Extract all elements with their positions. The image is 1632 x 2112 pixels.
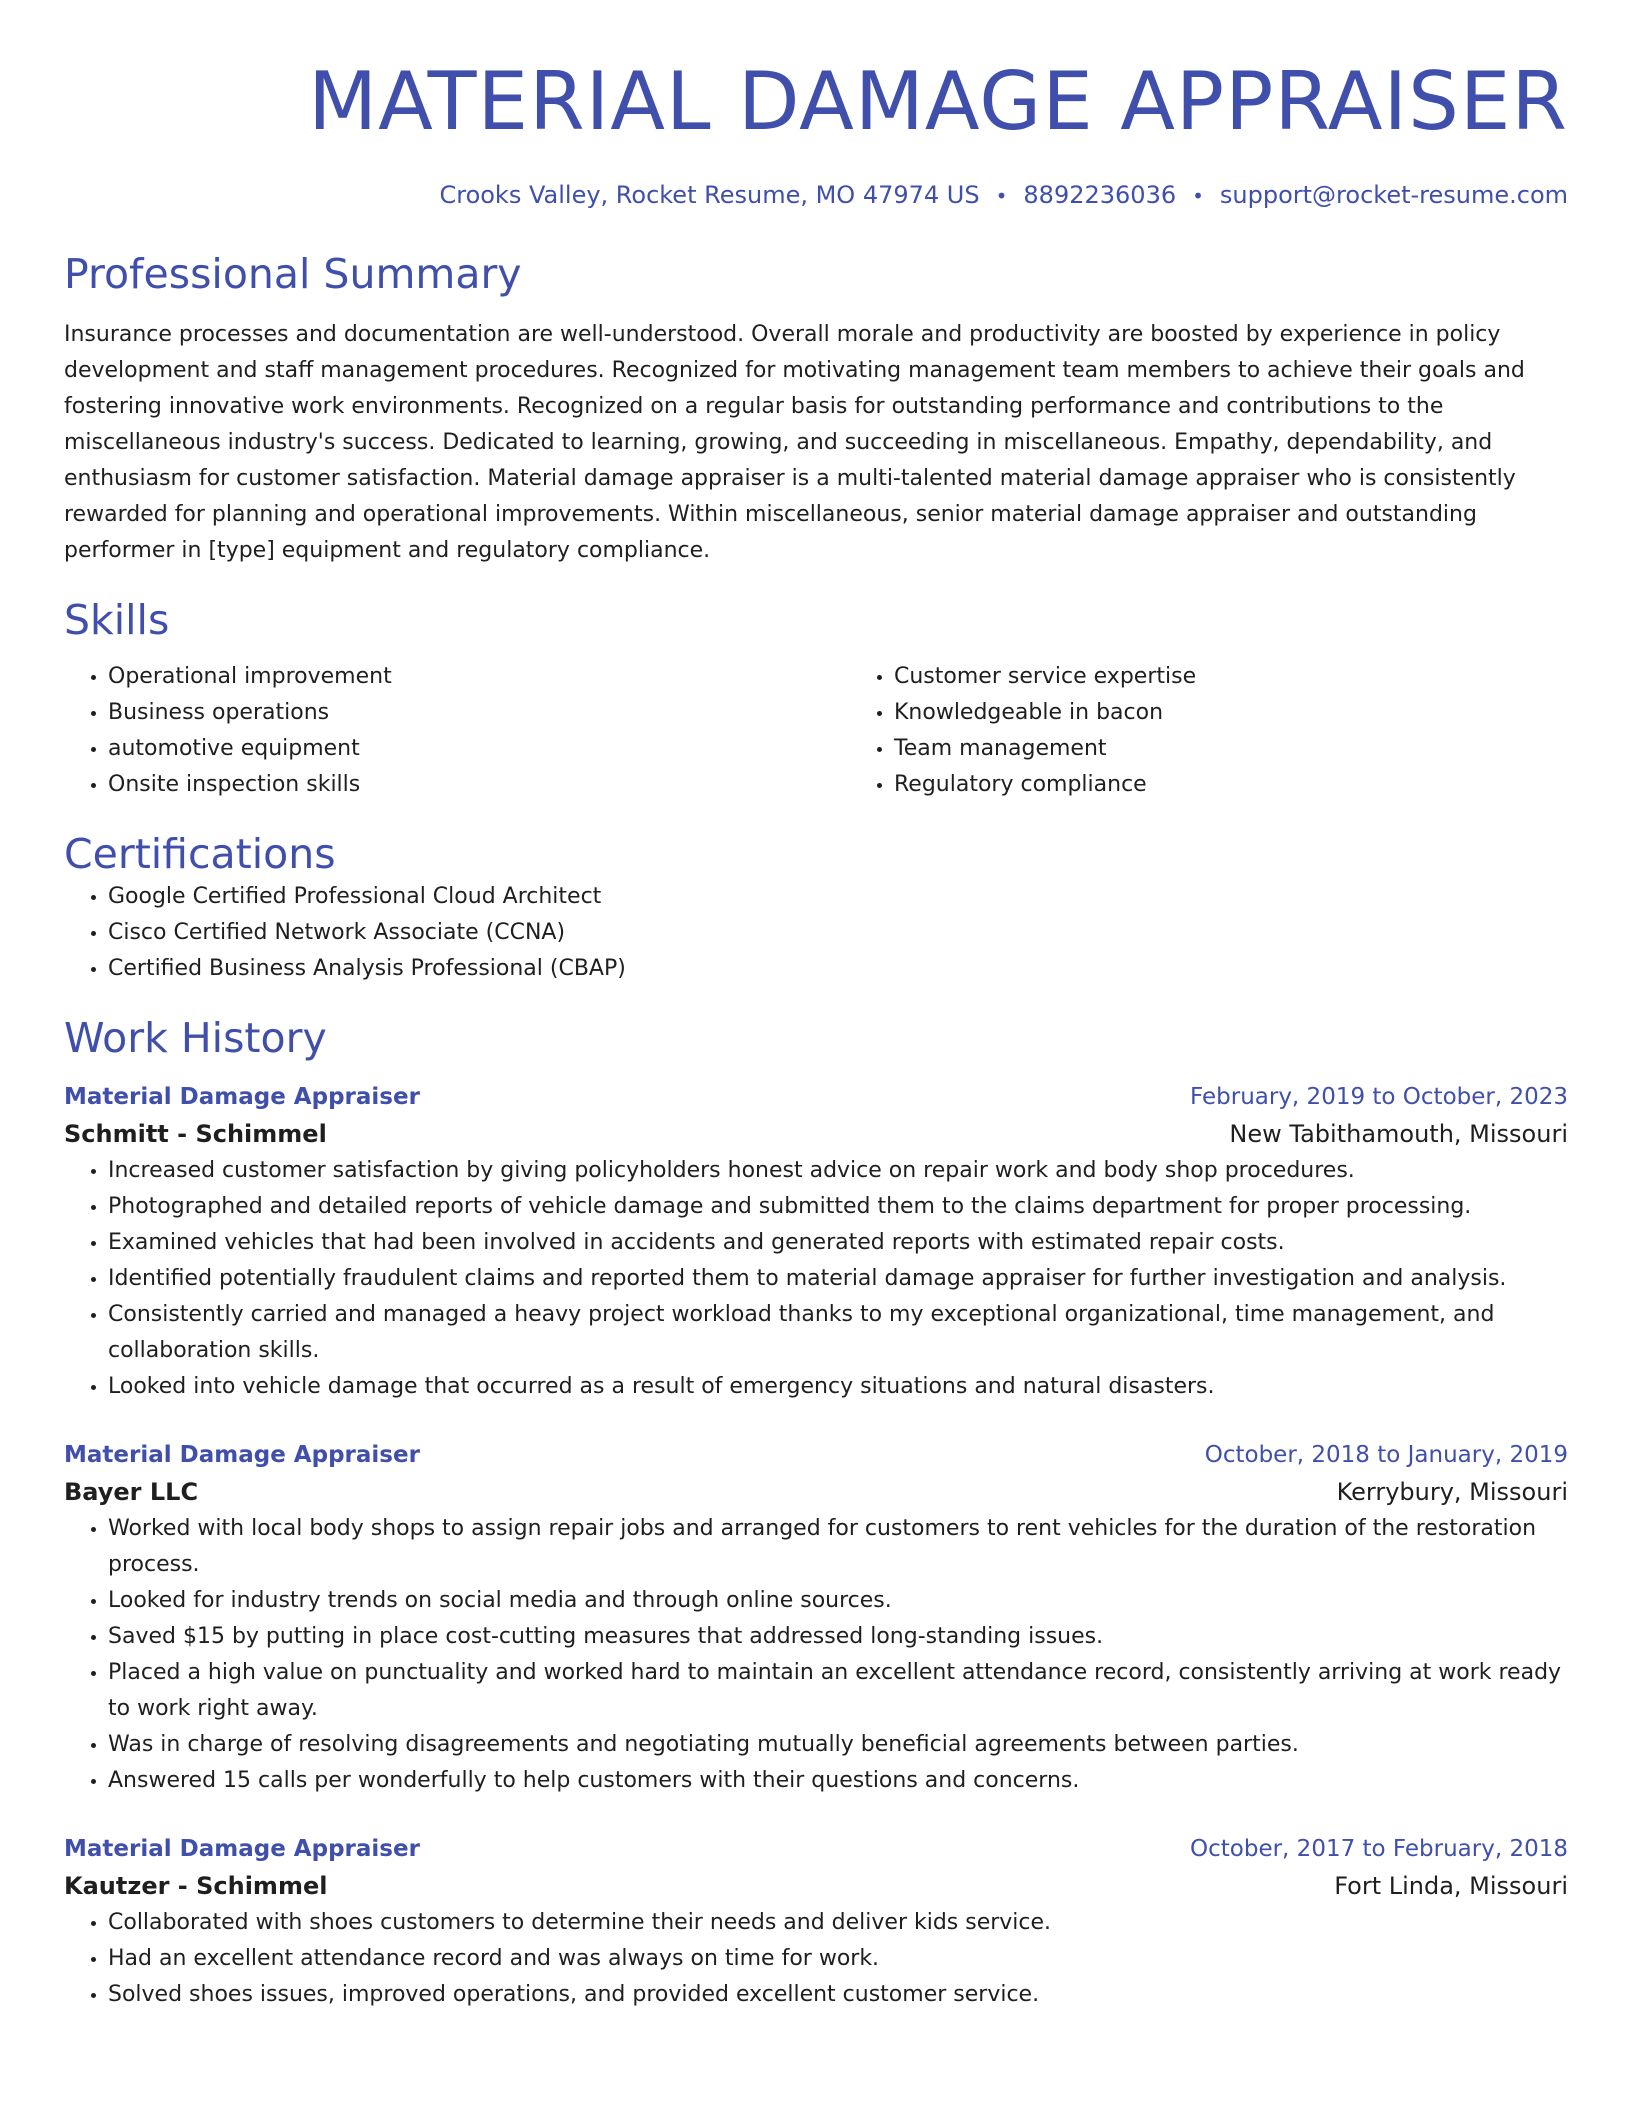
job-bullet: • Photographed and detailed reports of vehicle damage and submitted them to the claims department for proper processing. [108,1189,1568,1225]
job-company: Schmitt - Schimmel [64,1120,327,1148]
skills-list-left [64,659,850,803]
job-bullets [64,1153,1568,1405]
resume-name-heading: MATERIAL DAMAGE APPRAISER [308,55,1568,148]
job-location: Fort Linda, Missouri [1334,1872,1568,1900]
job-bullet: • Looked for industry trends on social media and through online sources. [108,1583,1568,1619]
contact-line [64,180,1568,211]
skills-heading: Skills [64,596,170,644]
job-bullet: • Had an excellent attendance record and was always on time for work. [108,1941,1568,1977]
contact-email: support@rocket-resume.com [1219,181,1568,209]
job-bullet: • Collaborated with shoes customers to determine their needs and deliver kids service. [108,1905,1568,1941]
skill-item: • Customer service expertise [894,659,1568,695]
contact-separator: • [995,184,1008,208]
contact-address: Crooks Valley, Rocket Resume, MO 47974 US [439,181,980,209]
job-location: New Tabithamouth, Missouri [1229,1120,1568,1148]
job-bullet: • Placed a high value on punctuality and worked hard to maintain an excellent attendance record, consistently arriving at work ready to work right away. [108,1655,1568,1727]
job-bullet: • Looked into vehicle damage that occurred as a result of emergency situations and natural disasters. [108,1369,1568,1405]
skill-item: • Operational improvement [108,659,850,695]
contact-phone: 8892236036 [1023,181,1177,209]
job-dates: October, 2017 to February, 2018 [1190,1836,1568,1862]
summary-heading: Professional Summary [64,250,522,298]
job-entry [64,1079,1568,1405]
job-entry [64,1831,1568,2013]
job-bullet: • Saved $15 by putting in place cost-cutting measures that addressed long-standing issues. [108,1619,1568,1655]
skill-item: • Business operations [108,695,850,731]
job-dates: February, 2019 to October, 2023 [1190,1084,1568,1110]
certification-item: • Cisco Certified Network Associate (CCNA) [108,915,1568,951]
skill-item: • Regulatory compliance [894,767,1568,803]
certification-item: • Google Certified Professional Cloud Architect [108,879,1568,915]
contact-separator: • [1192,184,1204,208]
job-title: Material Damage Appraiser [64,1084,420,1110]
skill-item: • Knowledgeable in bacon [894,695,1568,731]
skills-grid [64,659,1568,803]
job-bullet: • Examined vehicles that had been involved in accidents and generated reports with estimated repair costs. [108,1225,1568,1261]
job-company: Bayer LLC [64,1478,199,1506]
job-bullet: • Was in charge of resolving disagreements and negotiating mutually beneficial agreements between parties. [108,1727,1568,1763]
job-bullet: • Increased customer satisfaction by giving policyholders honest advice on repair work and body shop procedures. [108,1153,1568,1189]
job-entry [64,1437,1568,1799]
job-location: Kerrybury, Missouri [1336,1478,1568,1506]
skills-list-right [850,659,1568,803]
job-title: Material Damage Appraiser [64,1836,420,1862]
certifications-list [64,879,1568,987]
skill-item: • Team management [894,731,1568,767]
job-bullet: • Solved shoes issues, improved operations, and provided excellent customer service. [108,1977,1568,2013]
job-dates: October, 2018 to January, 2019 [1204,1442,1568,1468]
work-history-heading: Work History [64,1014,327,1062]
job-bullets [64,1905,1568,2013]
job-bullet: • Answered 15 calls per wonderfully to help customers with their questions and concerns. [108,1763,1568,1799]
job-bullet: • Identified potentially fraudulent claims and reported them to material damage appraiser for further investigation and analysis. [108,1261,1568,1297]
job-bullets [64,1511,1568,1799]
certification-item: • Certified Business Analysis Professional (CBAP) [108,951,1568,987]
job-company: Kautzer - Schimmel [64,1872,328,1900]
skill-item: • automotive equipment [108,731,850,767]
job-bullet: • Consistently carried and managed a heavy project workload thanks to my exceptional organizational, time management, and collaboration skills. [108,1297,1568,1369]
summary-text: Insurance processes and documentation are well-understood. Overall morale and productivity are boosted by experience in policy development and staff management procedures. Recognized for motivating management team members to achieve their goals and fostering innovative work environments. Recognized on a regular basis for outstanding performance and contributions to the miscellaneous industry's success. Dedicated to learning, growing, and succeeding in miscellaneous. Empathy, dependability, and enthusiasm for customer satisfaction. Material damage appraiser is a multi-talented material damage appraiser who is consistently rewarded for planning and operational improvements. Within miscellaneous, senior material damage appraiser and outstanding performer in [type] equipment and regulatory compliance. [64,322,1525,563]
job-bullet: • Worked with local body shops to assign repair jobs and arranged for customers to rent vehicles for the duration of the restoration process. [108,1511,1568,1583]
certifications-heading: Certifications [64,830,336,878]
job-title: Material Damage Appraiser [64,1442,420,1468]
skill-item: • Onsite inspection skills [108,767,850,803]
